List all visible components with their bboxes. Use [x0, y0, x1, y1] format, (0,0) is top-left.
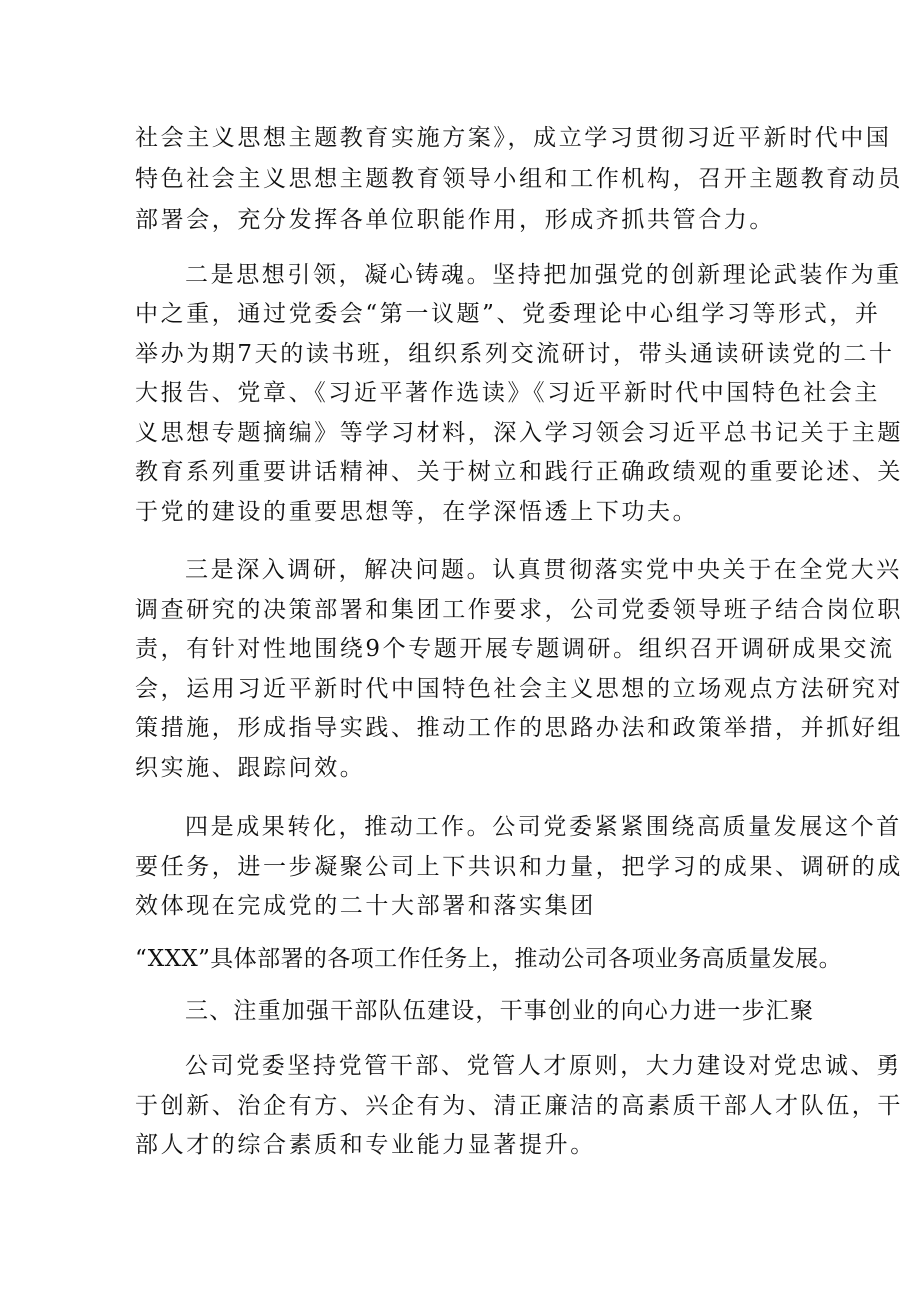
text-line: 于党的建设的重要思想等，在学深悟透上下功夫。	[135, 499, 699, 525]
text-line: 举办为期7天的读书班，组织系列交流研讨，带头通读研读党的二十	[135, 341, 895, 367]
paragraph-start-line: 四是成果转化，推动工作。公司党委紧紧围绕高质量发展这个首	[185, 814, 902, 840]
text-line: 大报告、党章、《习近平著作选读》《习近平新时代中国特色社会主	[135, 380, 880, 406]
text-line: 会，运用习近平新时代中国特色社会主义思想的立场观点方法研究对	[135, 676, 903, 702]
text-line: 义思想专题摘编》等学习材料，深入学习领会习近平总书记关于主题	[135, 420, 903, 446]
text-line: 中之重，通过党委会“第一议题”、党委理论中心组学习等形式，并	[135, 301, 881, 327]
text-line: 社会主义思想主题教育实施方案》，成立学习贯彻习近平新时代中国	[135, 125, 892, 151]
text-line: 要任务，进一步凝聚公司上下共识和力量，把学习的成果、调研的成	[135, 854, 903, 880]
section-heading: 三、注重加强干部队伍建设，干事创业的向心力进一步汇聚	[185, 998, 815, 1024]
text-line: 部署会，充分发挥各单位职能作用，形成齐抓共管合力。	[135, 207, 775, 233]
text-line: 责，有针对性地围绕9个专题开展专题调研。组织召开调研成果交流	[135, 636, 895, 662]
text-line: 调查研究的决策部署和集团工作要求，公司党委领导班子结合岗位职	[135, 597, 903, 623]
text-line: 织实施、跟踪问效。	[135, 755, 366, 781]
text-line: “XXX”具体部署的各项工作任务上，推动公司各项业务高质量发展。	[135, 946, 843, 972]
text-line: 教育系列重要讲话精神、关于树立和践行正确政绩观的重要论述、关	[135, 459, 903, 485]
text-line: 于创新、治企有方、兴企有为、清正廉洁的高素质干部人才队伍，干	[135, 1093, 903, 1119]
text-line: 效体现在完成党的二十大部署和落实集团	[135, 893, 596, 919]
paragraph-start-line: 三是深入调研，解决问题。认真贯彻落实党中央关于在全党大兴	[185, 557, 902, 583]
paragraph-start-line: 二是思想引领，凝心铸魂。坚持把加强党的创新理论武装作为重	[185, 262, 902, 288]
text-line: 策措施，形成指导实践、推动工作的思路办法和政策举措，并抓好组	[135, 715, 903, 741]
text-line: 特色社会主义思想主题教育领导小组和工作机构，召开主题教育动员	[135, 166, 903, 192]
paragraph-start-line: 公司党委坚持党管干部、党管人才原则，大力建设对党忠诚、勇	[185, 1053, 902, 1079]
text-line: 部人才的综合素质和专业能力显著提升。	[135, 1132, 596, 1158]
